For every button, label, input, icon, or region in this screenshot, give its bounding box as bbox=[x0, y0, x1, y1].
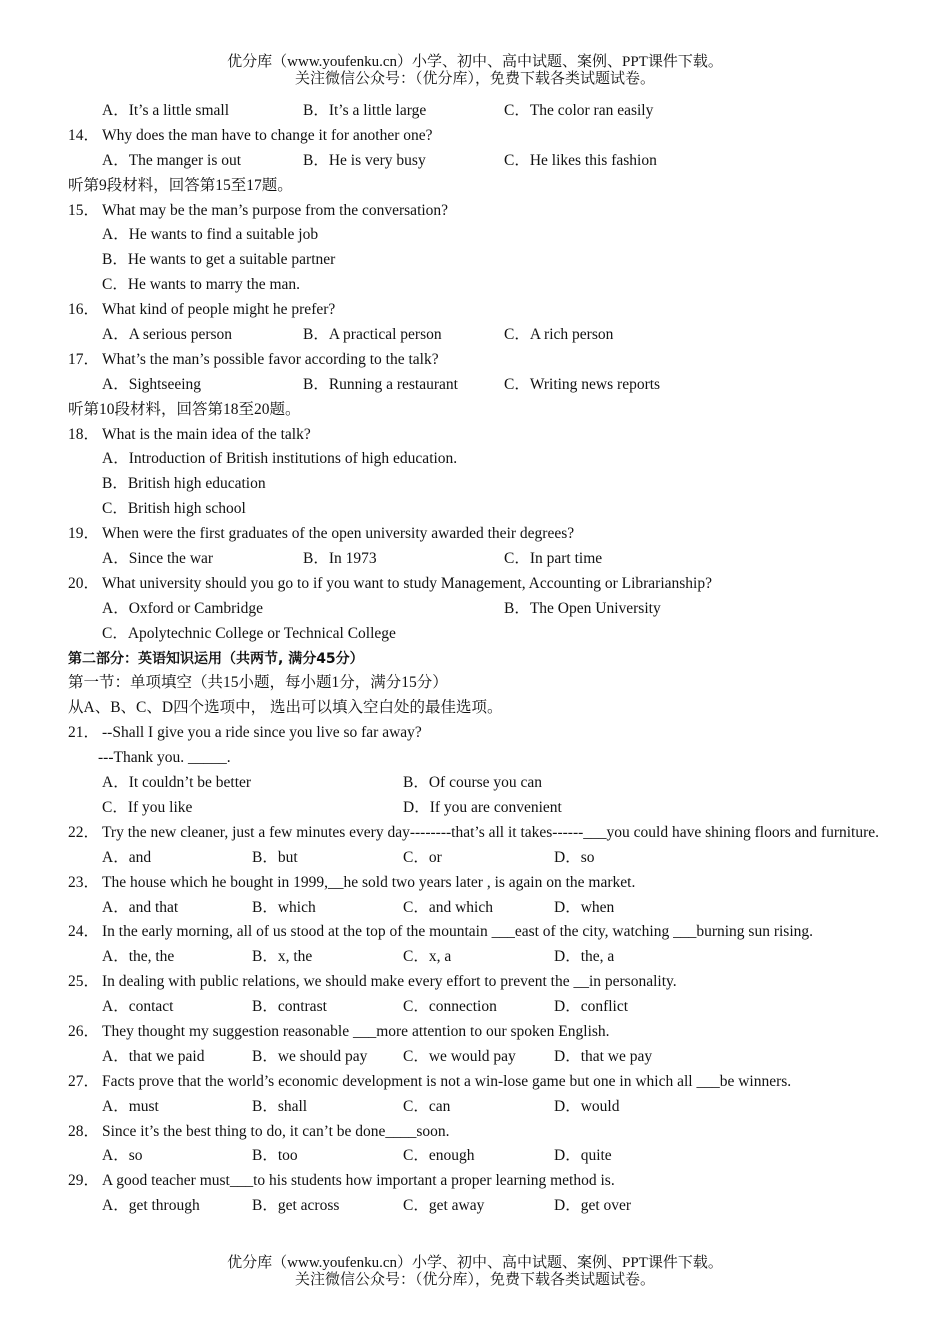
q15-option-a: A．He wants to find a suitable job bbox=[102, 226, 319, 244]
q20-option-b: B．The Open University bbox=[504, 599, 661, 617]
q15-number: 15． bbox=[68, 201, 100, 219]
q17-options bbox=[68, 373, 908, 398]
q24-option-c: C．x, a bbox=[403, 948, 452, 966]
q22-options bbox=[68, 846, 908, 871]
q21-option-d: D．If you are convenient bbox=[403, 798, 562, 816]
q29-option-d: D．get over bbox=[554, 1197, 632, 1215]
q28-option-d: D．quite bbox=[554, 1147, 612, 1165]
q13-option-a: A．It’s a little small bbox=[102, 102, 229, 119]
q26-option-a: A．that we paid bbox=[102, 1047, 205, 1065]
q15-option-b: B．He wants to get a suitable partner bbox=[102, 251, 336, 269]
q18-option-a: A．Introduction of British institutions of high education. bbox=[102, 450, 458, 468]
page-header bbox=[0, 54, 950, 88]
q14-options bbox=[68, 149, 908, 174]
q14-option-b: B．He is very busy bbox=[303, 151, 426, 169]
q15-option-c: C．He wants to marry the man. bbox=[102, 276, 301, 294]
q29-stem bbox=[68, 1169, 908, 1194]
footer-line-1: 优分库（www.youfenku.cn）小学、初中、高中试题、案例、PPT课件下载。 bbox=[227, 1255, 723, 1271]
q19-stem bbox=[68, 522, 908, 547]
q26-option-b: B．we should pay bbox=[252, 1047, 368, 1065]
q13-option-b: B．It’s a little large bbox=[303, 102, 427, 119]
q17-option-b: B．Running a restaurant bbox=[303, 375, 458, 393]
q28-number: 28． bbox=[68, 1122, 100, 1140]
q29-option-c: C．get away bbox=[403, 1197, 485, 1215]
q15-option-a-row bbox=[68, 223, 908, 248]
q14-option-c: C．He likes this fashion bbox=[504, 151, 657, 169]
q14-number: 14． bbox=[68, 126, 100, 144]
q28-options bbox=[68, 1144, 908, 1169]
q27-number: 27． bbox=[68, 1072, 100, 1090]
q23-option-c: C．and which bbox=[403, 898, 493, 916]
q26-text: They thought my suggestion reasonable ___more attention to our spoken English. bbox=[102, 1022, 610, 1040]
q21-option-c: C．If you like bbox=[102, 798, 193, 816]
q20-stem bbox=[68, 572, 908, 597]
q25-stem bbox=[68, 970, 908, 995]
q23-stem bbox=[68, 871, 908, 896]
q17-option-c: C．Writing news reports bbox=[504, 375, 661, 393]
q25-option-b: B．contrast bbox=[252, 998, 327, 1016]
q26-options bbox=[68, 1045, 908, 1070]
q25-option-a: A．contact bbox=[102, 998, 174, 1016]
q23-option-d: D．when bbox=[554, 898, 615, 916]
q25-option-d: D．conflict bbox=[554, 998, 629, 1016]
q22-stem bbox=[68, 821, 908, 846]
q22-text: Try the new cleaner, just a few minutes every day--------that’s all it takes------___you could have shining floors and furniture. bbox=[102, 823, 880, 841]
q22-option-d: D．so bbox=[554, 848, 595, 866]
q28-option-b: B．too bbox=[252, 1147, 298, 1165]
q23-number: 23． bbox=[68, 873, 100, 891]
q29-option-b: B．get across bbox=[252, 1197, 340, 1215]
q14-option-a: A．The manger is out bbox=[102, 151, 242, 169]
section-10-heading: 听第10段材料，回答第18至20题。 bbox=[68, 400, 301, 418]
header-line-2: 关注微信公众号：（优分库），免费下载各类试题试卷。 bbox=[294, 71, 655, 87]
q21-option-b: B．Of course you can bbox=[403, 774, 543, 792]
q20-option-c: C．Apolytechnic College or Technical College bbox=[102, 624, 396, 642]
q28-option-c: C．enough bbox=[403, 1147, 475, 1165]
q21-stem bbox=[68, 721, 908, 746]
q25-number: 25． bbox=[68, 973, 100, 991]
q15-text: What may be the man’s purpose from the conversation? bbox=[102, 201, 449, 219]
q16-options bbox=[68, 323, 908, 348]
q26-option-d: D．that we pay bbox=[554, 1047, 653, 1065]
q26-option-c: C．we would pay bbox=[403, 1047, 516, 1065]
q22-number: 22． bbox=[68, 823, 100, 841]
q28-option-a: A．so bbox=[102, 1147, 143, 1165]
q27-option-a: A．must bbox=[102, 1097, 159, 1115]
q17-option-a: A．Sightseeing bbox=[102, 375, 202, 393]
q25-option-c: C．connection bbox=[403, 998, 497, 1016]
q23-options bbox=[68, 896, 908, 921]
q24-option-d: D．the, a bbox=[554, 948, 615, 966]
q29-options bbox=[68, 1194, 908, 1219]
q21-text-2: ---Thank you. _____. bbox=[98, 749, 231, 767]
page-footer bbox=[0, 1255, 950, 1289]
q14-stem bbox=[68, 124, 908, 149]
q20-options-ab bbox=[68, 597, 908, 622]
q24-text: In the early morning, all of us stood at the top of the mountain ___east of the city, watching ___burning sun rising. bbox=[102, 923, 814, 941]
q21-options-cd bbox=[68, 796, 908, 821]
q21-number: 21． bbox=[68, 724, 100, 742]
q17-number: 17． bbox=[68, 350, 100, 368]
q16-stem bbox=[68, 298, 908, 323]
q23-option-a: A．and that bbox=[102, 898, 179, 916]
q15-option-b-row bbox=[68, 248, 908, 273]
q20-text: What university should you go to if you want to study Management, Accounting or Librarianship? bbox=[102, 574, 712, 592]
q19-option-b: B．In 1973 bbox=[303, 550, 377, 568]
q19-text: When were the first graduates of the open university awarded their degrees? bbox=[102, 525, 575, 543]
q21-stem-2-row bbox=[68, 746, 908, 771]
q27-options bbox=[68, 1095, 908, 1120]
q17-text: What’s the man’s possible favor according to the talk? bbox=[102, 350, 439, 368]
section-9-heading: 听第9段材料，回答第15至17题。 bbox=[68, 176, 293, 194]
q16-option-b: B．A practical person bbox=[303, 326, 442, 344]
q24-number: 24． bbox=[68, 923, 100, 941]
q27-option-c: C．can bbox=[403, 1097, 451, 1115]
q16-option-c: C．A rich person bbox=[504, 326, 614, 344]
q18-option-b: B．British high education bbox=[102, 475, 266, 493]
q27-stem bbox=[68, 1070, 908, 1095]
q27-option-b: B．shall bbox=[252, 1097, 308, 1115]
q19-number: 19． bbox=[68, 525, 100, 543]
q21-text: --Shall I give you a ride since you live so far away? bbox=[102, 724, 422, 742]
q22-option-b: B．but bbox=[252, 848, 298, 866]
header-line-1: 优分库（www.youfenku.cn）小学、初中、高中试题、案例、PPT课件下载。 bbox=[227, 54, 723, 70]
q14-text: Why does the man have to change it for another one? bbox=[102, 126, 433, 144]
q18-option-a-row bbox=[68, 447, 908, 472]
q18-option-b-row bbox=[68, 472, 908, 497]
q13-options bbox=[68, 99, 908, 124]
q19-option-a: A．Since the war bbox=[102, 550, 214, 568]
part-2-section-1: 第一节：单项填空（共15小题，每小题1分，满分15分） bbox=[68, 674, 448, 692]
q13-option-c: C．The color ran easily bbox=[504, 102, 654, 119]
q27-option-d: D．would bbox=[554, 1097, 620, 1115]
q23-option-b: B．which bbox=[252, 898, 316, 916]
q18-stem bbox=[68, 423, 908, 448]
q19-option-c: C．In part time bbox=[504, 550, 603, 568]
exam-content bbox=[68, 99, 908, 1219]
q18-option-c-row bbox=[68, 497, 908, 522]
q26-number: 26． bbox=[68, 1022, 100, 1040]
q17-stem bbox=[68, 348, 908, 373]
q19-options bbox=[68, 547, 908, 572]
q28-stem bbox=[68, 1120, 908, 1145]
q29-number: 29． bbox=[68, 1172, 100, 1190]
q26-stem bbox=[68, 1020, 908, 1045]
q20-option-c-row bbox=[68, 622, 908, 647]
q24-option-a: A．the, the bbox=[102, 948, 175, 966]
footer-line-2: 关注微信公众号：（优分库），免费下载各类试题试卷。 bbox=[294, 1272, 655, 1288]
q24-stem bbox=[68, 920, 908, 945]
q18-number: 18． bbox=[68, 425, 100, 443]
q25-text: In dealing with public relations, we should make every effort to prevent the __in personality. bbox=[102, 973, 677, 991]
q29-option-a: A．get through bbox=[102, 1197, 200, 1215]
q23-text: The house which he bought in 1999,__he sold two years later , is again on the market. bbox=[102, 873, 636, 891]
q15-option-c-row bbox=[68, 273, 908, 298]
q18-option-c: C．British high school bbox=[102, 500, 246, 518]
q20-number: 20． bbox=[68, 574, 100, 592]
q28-text: Since it’s the best thing to do, it can’t be done____soon. bbox=[102, 1122, 450, 1140]
q18-text: What is the main idea of the talk? bbox=[102, 425, 311, 443]
q20-option-a: A．Oxford or Cambridge bbox=[102, 599, 263, 617]
part-2-title: 第二部分：英语知识运用（共两节, 满分45分） bbox=[68, 650, 364, 667]
part-2-instruction: 从A、B、C、D四个选项中， 选出可以填入空白处的最佳选项。 bbox=[68, 699, 503, 717]
q24-options bbox=[68, 945, 908, 970]
q22-option-c: C．or bbox=[403, 848, 442, 866]
q22-option-a: A．and bbox=[102, 848, 152, 866]
q16-text: What kind of people might he prefer? bbox=[102, 301, 336, 319]
q16-option-a: A．A serious person bbox=[102, 326, 233, 344]
q29-text: A good teacher must___to his students how important a proper learning method is. bbox=[102, 1172, 615, 1190]
q15-stem bbox=[68, 199, 908, 224]
q21-options-ab bbox=[68, 771, 908, 796]
q21-option-a: A．It couldn’t be better bbox=[102, 774, 252, 792]
q16-number: 16． bbox=[68, 301, 100, 319]
q27-text: Facts prove that the world’s economic development is not a win-lose game but one in which all ___be winners. bbox=[102, 1072, 792, 1090]
q24-option-b: B．x, the bbox=[252, 948, 313, 966]
q25-options bbox=[68, 995, 908, 1020]
